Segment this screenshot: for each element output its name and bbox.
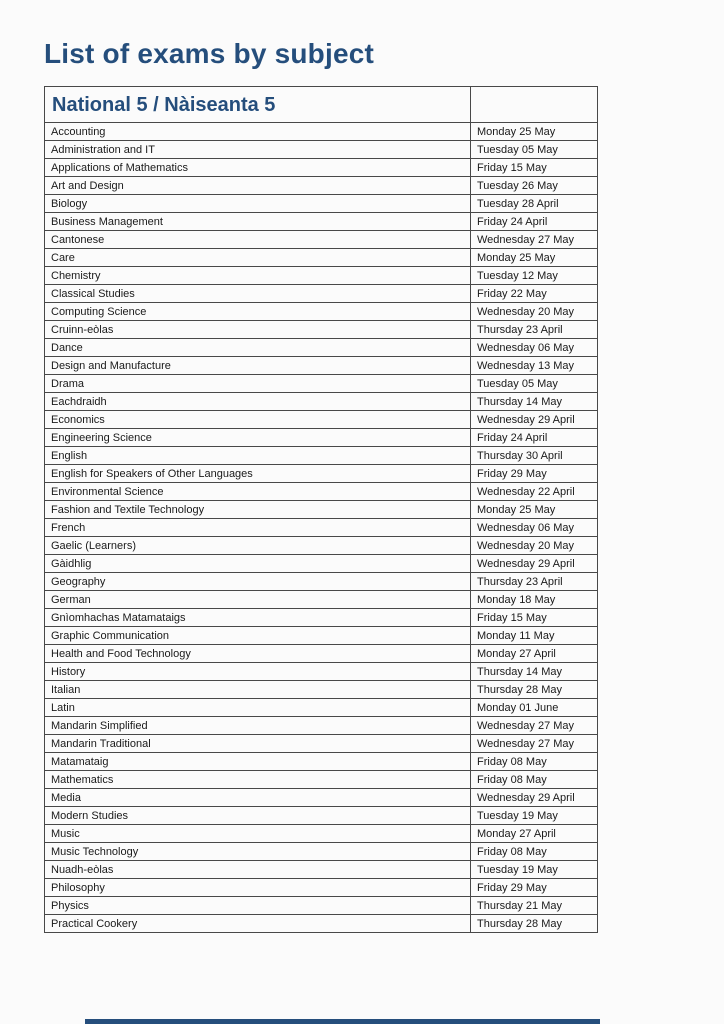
exam-date-cell: Wednesday 20 May xyxy=(471,537,598,555)
table-row xyxy=(45,483,598,501)
exam-date-cell: Tuesday 28 April xyxy=(471,195,598,213)
table-row xyxy=(45,123,598,141)
exam-date-cell: Thursday 23 April xyxy=(471,321,598,339)
subject-cell: Drama xyxy=(45,375,471,393)
subject-cell: Economics xyxy=(45,411,471,429)
exam-date-cell: Wednesday 27 May xyxy=(471,231,598,249)
table-row xyxy=(45,519,598,537)
exam-table-body xyxy=(45,123,598,933)
exam-date-cell: Wednesday 20 May xyxy=(471,303,598,321)
subject-cell: Health and Food Technology xyxy=(45,645,471,663)
subject-cell: Applications of Mathematics xyxy=(45,159,471,177)
subject-cell: Music xyxy=(45,825,471,843)
exam-date-cell: Wednesday 27 May xyxy=(471,735,598,753)
exam-date-cell: Friday 15 May xyxy=(471,159,598,177)
subject-cell: Chemistry xyxy=(45,267,471,285)
exam-date-cell: Thursday 14 May xyxy=(471,393,598,411)
table-row xyxy=(45,339,598,357)
table-row xyxy=(45,555,598,573)
subject-cell: Computing Science xyxy=(45,303,471,321)
subject-cell: Accounting xyxy=(45,123,471,141)
exam-date-cell: Wednesday 29 April xyxy=(471,411,598,429)
exam-date-cell: Wednesday 06 May xyxy=(471,519,598,537)
exam-date-cell: Thursday 23 April xyxy=(471,573,598,591)
subject-cell: Biology xyxy=(45,195,471,213)
table-row xyxy=(45,465,598,483)
subject-cell: German xyxy=(45,591,471,609)
subject-cell: Mathematics xyxy=(45,771,471,789)
next-section-header-partial-bar xyxy=(85,1019,600,1024)
table-row xyxy=(45,573,598,591)
exam-date-cell: Monday 18 May xyxy=(471,591,598,609)
table-row xyxy=(45,537,598,555)
subject-cell: Art and Design xyxy=(45,177,471,195)
subject-cell: Classical Studies xyxy=(45,285,471,303)
table-row xyxy=(45,591,598,609)
table-row xyxy=(45,285,598,303)
table-row xyxy=(45,789,598,807)
table-row xyxy=(45,213,598,231)
table-row xyxy=(45,843,598,861)
table-row xyxy=(45,753,598,771)
exam-date-cell: Monday 11 May xyxy=(471,627,598,645)
exam-date-cell: Monday 25 May xyxy=(471,249,598,267)
page-title: List of exams by subject xyxy=(44,38,375,69)
table-row xyxy=(45,771,598,789)
exam-date-cell: Wednesday 27 May xyxy=(471,717,598,735)
exam-date-cell: Thursday 28 May xyxy=(471,681,598,699)
exam-date-cell: Friday 29 May xyxy=(471,879,598,897)
exam-date-cell: Tuesday 19 May xyxy=(471,807,598,825)
table-row xyxy=(45,825,598,843)
subject-cell: Philosophy xyxy=(45,879,471,897)
exam-date-cell: Friday 08 May xyxy=(471,843,598,861)
exam-date-cell: Friday 24 April xyxy=(471,429,598,447)
table-row xyxy=(45,195,598,213)
exam-date-cell: Tuesday 05 May xyxy=(471,141,598,159)
subject-cell: Environmental Science xyxy=(45,483,471,501)
subject-cell: Care xyxy=(45,249,471,267)
subject-cell: Latin xyxy=(45,699,471,717)
table-row xyxy=(45,375,598,393)
subject-cell: Gnìomhachas Matamataigs xyxy=(45,609,471,627)
section-header-row xyxy=(45,87,598,123)
table-row xyxy=(45,897,598,915)
table-row xyxy=(45,357,598,375)
section-header-empty-cell xyxy=(471,87,598,123)
subject-cell: Mandarin Traditional xyxy=(45,735,471,753)
exam-date-cell: Tuesday 05 May xyxy=(471,375,598,393)
table-row xyxy=(45,807,598,825)
subject-cell: Cantonese xyxy=(45,231,471,249)
exam-date-cell: Monday 25 May xyxy=(471,501,598,519)
table-row xyxy=(45,429,598,447)
table-row xyxy=(45,735,598,753)
subject-cell: English xyxy=(45,447,471,465)
subject-cell: History xyxy=(45,663,471,681)
table-row xyxy=(45,663,598,681)
subject-cell: Gaelic (Learners) xyxy=(45,537,471,555)
table-row xyxy=(45,609,598,627)
subject-cell: Modern Studies xyxy=(45,807,471,825)
table-row xyxy=(45,717,598,735)
table-row xyxy=(45,159,598,177)
table-row xyxy=(45,861,598,879)
subject-cell: Administration and IT xyxy=(45,141,471,159)
exam-date-cell: Monday 01 June xyxy=(471,699,598,717)
table-row xyxy=(45,681,598,699)
exam-date-cell: Tuesday 12 May xyxy=(471,267,598,285)
subject-cell: Engineering Science xyxy=(45,429,471,447)
exam-date-cell: Friday 22 May xyxy=(471,285,598,303)
exam-date-cell: Friday 24 April xyxy=(471,213,598,231)
subject-cell: Mandarin Simplified xyxy=(45,717,471,735)
exam-date-cell: Thursday 28 May xyxy=(471,915,598,933)
exam-date-cell: Wednesday 29 April xyxy=(471,555,598,573)
subject-cell: Eachdraidh xyxy=(45,393,471,411)
exam-date-cell: Tuesday 19 May xyxy=(471,861,598,879)
table-row xyxy=(45,321,598,339)
subject-cell: Italian xyxy=(45,681,471,699)
exam-date-cell: Monday 27 April xyxy=(471,645,598,663)
table-row xyxy=(45,627,598,645)
section-title: National 5 / Nàiseanta 5 xyxy=(45,87,471,123)
subject-cell: Music Technology xyxy=(45,843,471,861)
subject-cell: Cruinn-eòlas xyxy=(45,321,471,339)
subject-cell: Media xyxy=(45,789,471,807)
exam-date-cell: Wednesday 06 May xyxy=(471,339,598,357)
exam-date-cell: Monday 27 April xyxy=(471,825,598,843)
subject-cell: Design and Manufacture xyxy=(45,357,471,375)
subject-cell: Nuadh-eòlas xyxy=(45,861,471,879)
table-row xyxy=(45,231,598,249)
table-row xyxy=(45,303,598,321)
exam-date-cell: Friday 08 May xyxy=(471,771,598,789)
table-row xyxy=(45,879,598,897)
subject-cell: Gàidhlig xyxy=(45,555,471,573)
table-row xyxy=(45,699,598,717)
subject-cell: English for Speakers of Other Languages xyxy=(45,465,471,483)
exam-timetable-table xyxy=(44,86,598,933)
exam-date-cell: Thursday 14 May xyxy=(471,663,598,681)
subject-cell: Graphic Communication xyxy=(45,627,471,645)
table-row xyxy=(45,141,598,159)
table-row xyxy=(45,411,598,429)
exam-date-cell: Tuesday 26 May xyxy=(471,177,598,195)
table-row xyxy=(45,249,598,267)
exam-date-cell: Thursday 21 May xyxy=(471,897,598,915)
exam-date-cell: Friday 29 May xyxy=(471,465,598,483)
table-row xyxy=(45,177,598,195)
subject-cell: Matamataig xyxy=(45,753,471,771)
table-row xyxy=(45,915,598,933)
subject-cell: Fashion and Textile Technology xyxy=(45,501,471,519)
exam-date-cell: Friday 15 May xyxy=(471,609,598,627)
exam-date-cell: Wednesday 22 April xyxy=(471,483,598,501)
table-row xyxy=(45,393,598,411)
subject-cell: French xyxy=(45,519,471,537)
exam-date-cell: Friday 08 May xyxy=(471,753,598,771)
table-row xyxy=(45,501,598,519)
table-row xyxy=(45,645,598,663)
subject-cell: Physics xyxy=(45,897,471,915)
exam-date-cell: Monday 25 May xyxy=(471,123,598,141)
subject-cell: Business Management xyxy=(45,213,471,231)
subject-cell: Practical Cookery xyxy=(45,915,471,933)
exam-date-cell: Wednesday 29 April xyxy=(471,789,598,807)
table-row xyxy=(45,267,598,285)
exam-date-cell: Thursday 30 April xyxy=(471,447,598,465)
exam-date-cell: Wednesday 13 May xyxy=(471,357,598,375)
subject-cell: Geography xyxy=(45,573,471,591)
table-row xyxy=(45,447,598,465)
subject-cell: Dance xyxy=(45,339,471,357)
